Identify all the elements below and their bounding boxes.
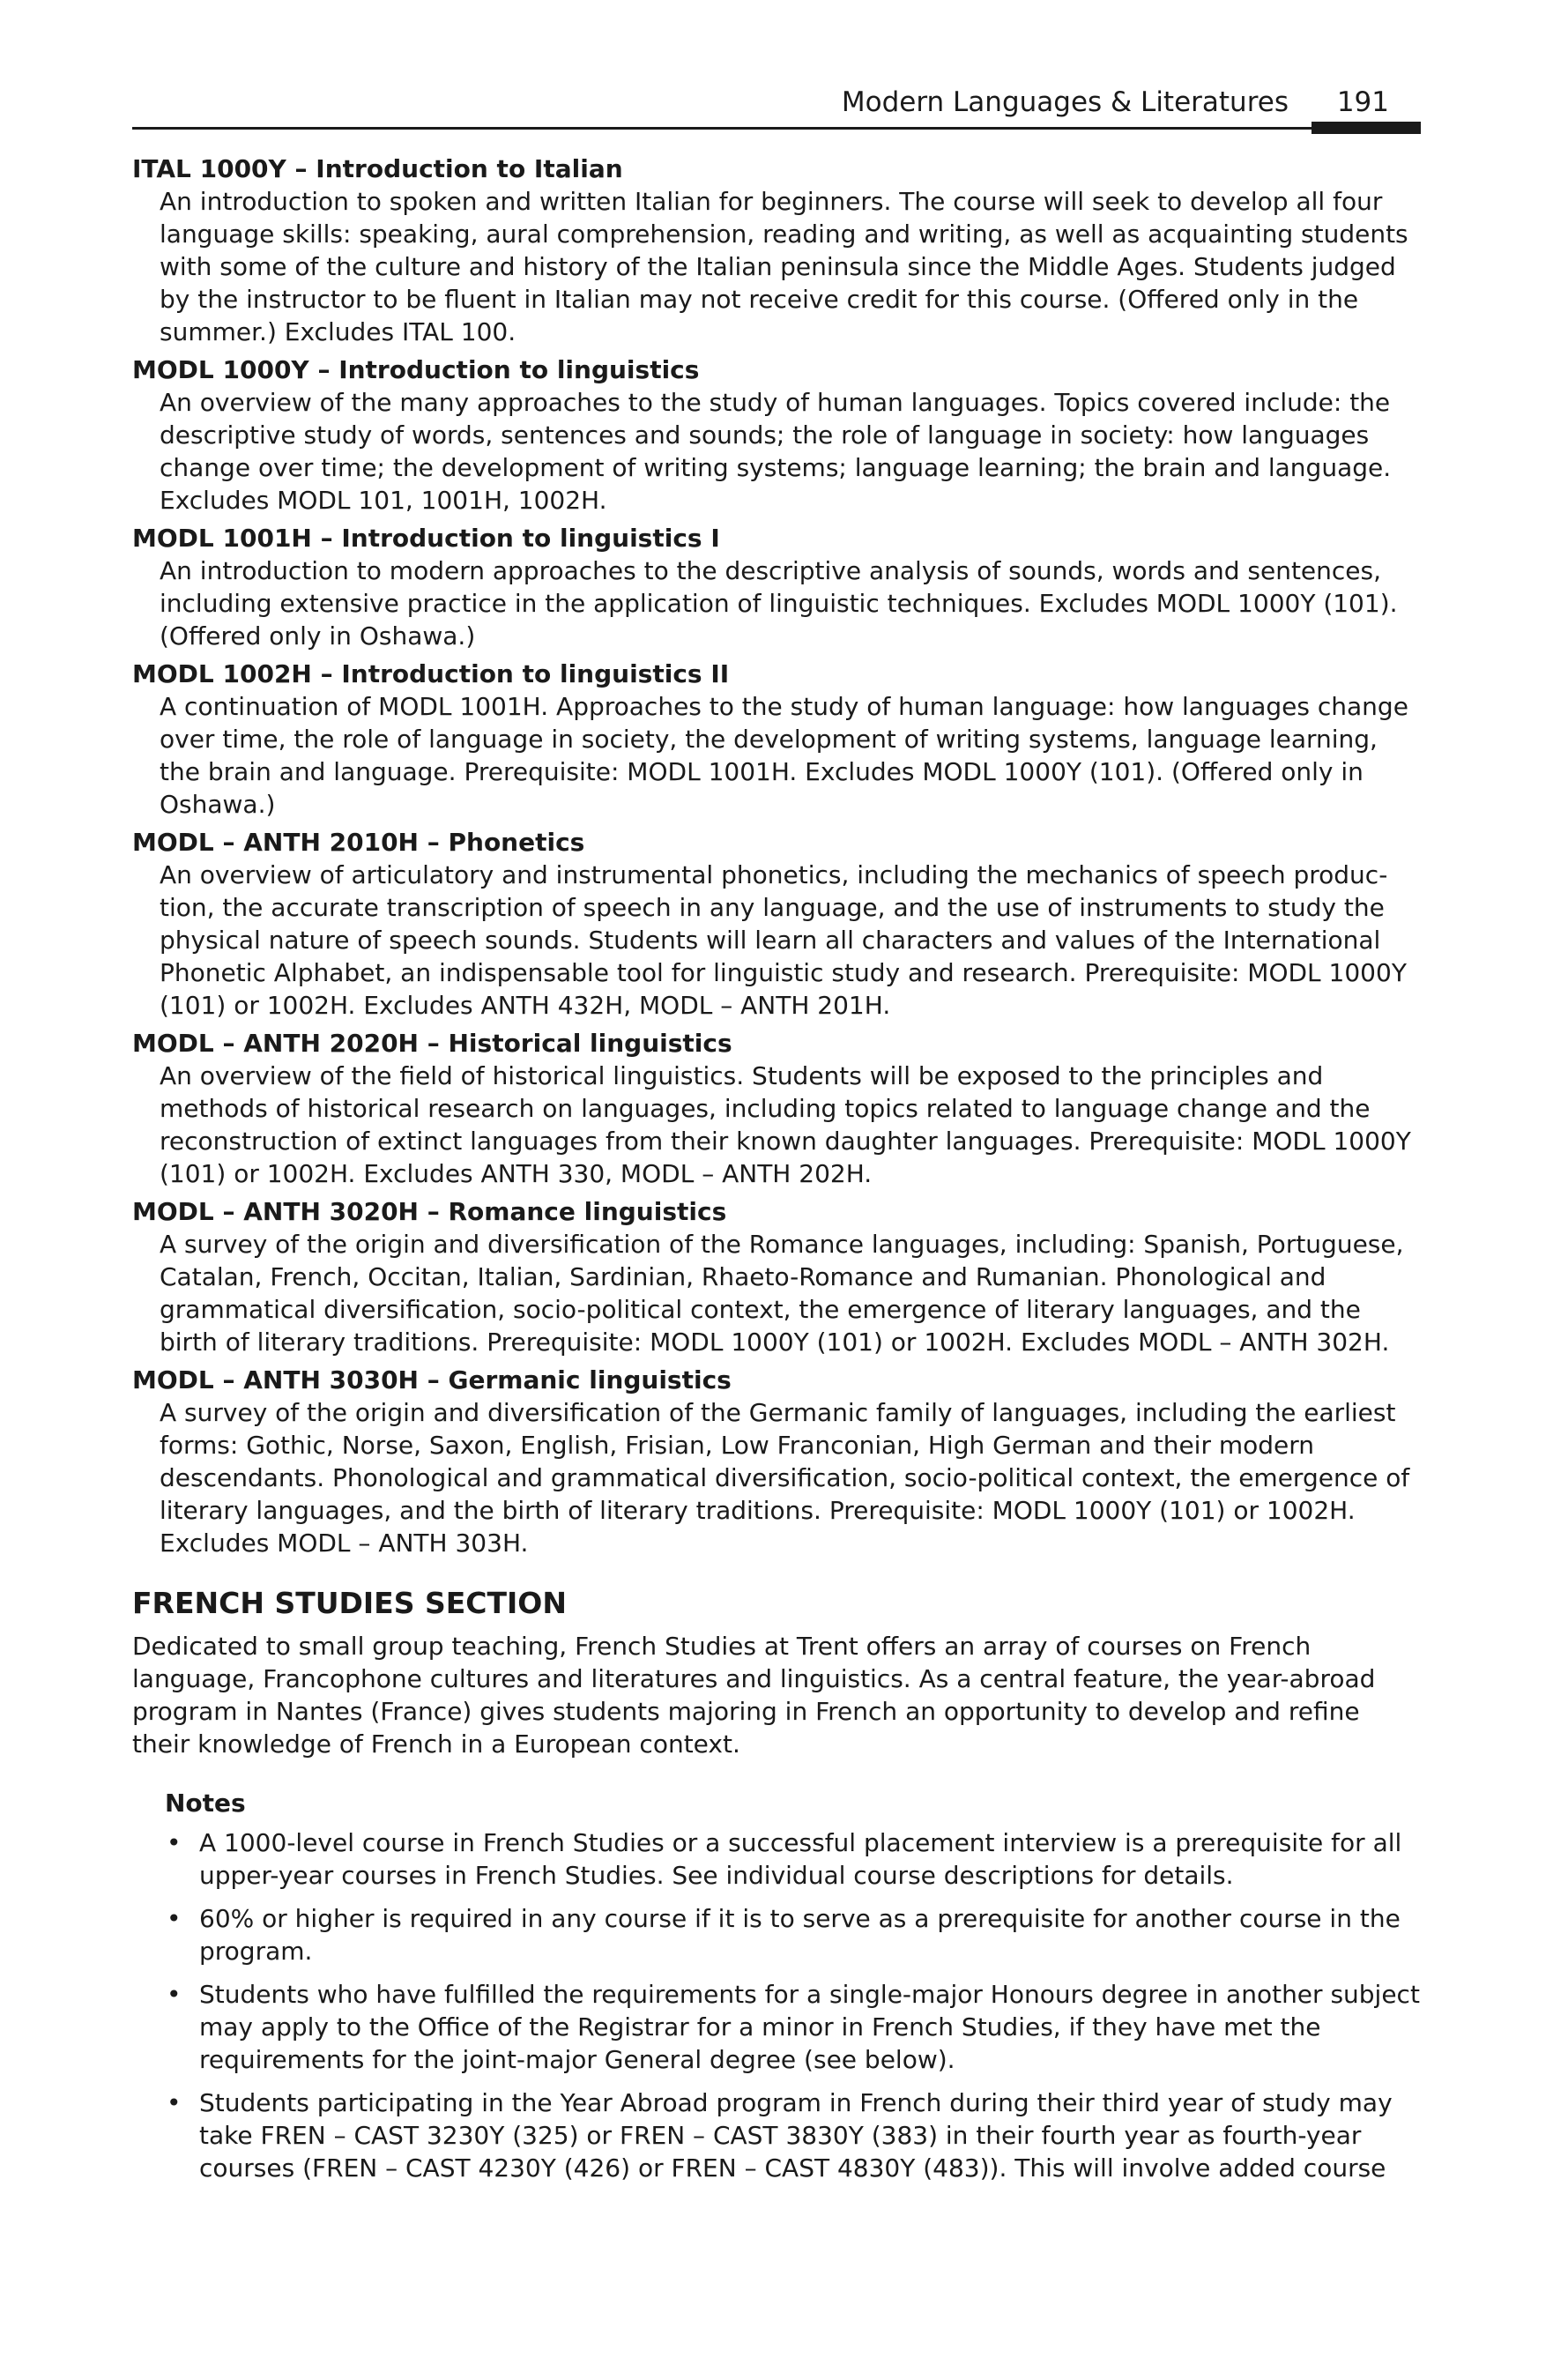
running-header (132, 76, 1421, 130)
course-title: MODL – ANTH 2020H – Historical linguistics (132, 1029, 732, 1058)
section-intro: Dedicated to small group teaching, French Studies at Trent offers an array of courses on French language, Francophone cultures and literatures and linguistics. As a central feature, the year-abroad program in Nantes (France) gives students majoring in French an opportunity to develop and refine their knowledge of French in a European context. (132, 1632, 1376, 1759)
course-title: ITAL 1000Y – Introduction to Italian (132, 154, 623, 183)
course-description: An introduction to modern approaches to the descriptive analysis of sounds, words and sentences, including extensive practice in the application of linguistic techniques. Excludes MODL 1000Y (101). (Offered only in Oshawa.) (160, 556, 1398, 651)
course-description: An overview of the field of historical linguistics. Students will be exposed to the principles and methods of historical research on languages, including topics related to language change and the reconstruction of extinct languages from their known daughter languages. Prerequisite: MODL 1000Y (101) or 1002H. Excludes ANTH 330, MODL – ANTH 202H. (160, 1061, 1411, 1188)
course-description: An overview of the many approaches to the study of human languages. Topics covered include: the descriptive study of words, sentences and sounds; the role of language in society: how languages change over time; the development of writing systems; language learning; the brain and language. Excludes MODL 101, 1001H, 1002H. (160, 388, 1392, 515)
course-entry-ital-1000y (132, 152, 1421, 348)
list-item (167, 1826, 1421, 1892)
course-entry-modl-anth-2020h (132, 1027, 1421, 1190)
list-item (167, 1902, 1421, 1967)
note-text: Students who have fulfilled the requirements for a single-major Honours degree in another subject may apply to the Office of the Registrar for a minor in French Studies, if they have met the requirements for the joint-major General degree (see below). (199, 1980, 1420, 2074)
note-text: A 1000-level course in French Studies or a successful placement interview is a prerequisite for all upper-year courses in French Studies. See individual course descriptions for details. (199, 1828, 1402, 1890)
bullet-icon: • (167, 2088, 182, 2117)
course-title: MODL 1000Y – Introduction to linguistics (132, 355, 700, 384)
list-item (167, 2086, 1421, 2184)
course-description: An overview of articulatory and instrumental phonetics, including the mechanics of speech production, the accurate transcription of speech in any language, and the use of instruments to study the physical nature of speech sounds. Students will learn all characters and values of the International Phonetic Alphabet, an indispensable tool for linguistic study and research. Prerequisite: MODL 1000Y (101) or 1002H. Excludes ANTH 432H, MODL – ANTH 201H. (160, 860, 1407, 1020)
bullet-icon: • (167, 1828, 182, 1857)
notes-heading: Notes (165, 1789, 246, 1818)
note-text: 60% or higher is required in any course if it is to serve as a prerequisite for another course in the program. (199, 1904, 1401, 1966)
section-heading: FRENCH STUDIES SECTION (132, 1586, 567, 1620)
course-description: An introduction to spoken and written Italian for beginners. The course will seek to develop all four language skills: speaking, aural comprehension, reading and writing, as well as acquainting students with some of the culture and history of the Italian peninsula since the Middle Ages. Students judged by the instructor to be fluent in Italian may not receive credit for this course. (Offered only in the summer.) Excludes ITAL 100. (160, 187, 1408, 346)
course-description: A survey of the origin and diversification of the Germanic family of languages, including the earliest forms: Gothic, Norse, Saxon, English, Frisian, Low Franconian, High German and their modern descendants. Phonological and grammatical diversification, socio-political context, the emergence of literary languages, and the birth of literary traditions. Prerequisite: MODL 1000Y (101) or 1002H. Excludes MODL – ANTH 303H. (160, 1398, 1410, 1558)
course-title: MODL – ANTH 2010H – Phonetics (132, 828, 585, 857)
course-description: A continuation of MODL 1001H. Approaches to the study of human language: how languages change over time, the role of language in society, the development of writing systems, language learning, the brain and language. Prerequisite: MODL 1001H. Excludes MODL 1000Y (101). (Offered only in Oshawa.) (160, 692, 1408, 819)
running-header-title: Modern Languages & Literatures (841, 86, 1289, 118)
course-description: A survey of the origin and diversification of the Romance languages, including: Spanish, Portuguese, Catalan, French, Occitan, Italian, Sardinian, Rhaeto-Romance and Rumanian. Phonological and grammatical diversification, socio-political context, the emergence of literary languages, and the birth of literary traditions. Prerequisite: MODL 1000Y (101) or 1002H. Excludes MODL – ANTH 302H. (160, 1230, 1404, 1357)
course-title: MODL – ANTH 3030H – Germanic linguistics (132, 1365, 732, 1395)
list-item (167, 1978, 1421, 2076)
page-content (132, 152, 1421, 2184)
note-text: Students participating in the Year Abroad program in French during their third year of study may take FREN – CAST 3230Y (325) or FREN – CAST 3830Y (383) in their fourth year as fourth-year courses (FREN – CAST 4230Y (426) or FREN – CAST 4830Y (483)). This will involve added course (199, 2088, 1393, 2183)
course-entry-modl-1000y (132, 353, 1421, 517)
course-entry-modl-1001h (132, 522, 1421, 652)
bullet-icon: • (167, 1980, 182, 2009)
course-title: MODL – ANTH 3020H – Romance linguistics (132, 1197, 727, 1226)
course-title: MODL 1001H – Introduction to linguistics I (132, 524, 720, 553)
course-entry-modl-anth-2010h (132, 826, 1421, 1022)
course-entry-modl-anth-3020h (132, 1195, 1421, 1358)
catalog-page (132, 76, 1421, 2195)
page-tab-marker (1312, 122, 1421, 134)
course-entry-modl-1002h (132, 658, 1421, 821)
bullet-icon: • (167, 1904, 182, 1933)
course-title: MODL 1002H – Introduction to linguistics II (132, 659, 730, 688)
notes-list (132, 1826, 1421, 2184)
course-entry-modl-anth-3030h (132, 1364, 1421, 1559)
page-number: 191 (1336, 86, 1389, 118)
